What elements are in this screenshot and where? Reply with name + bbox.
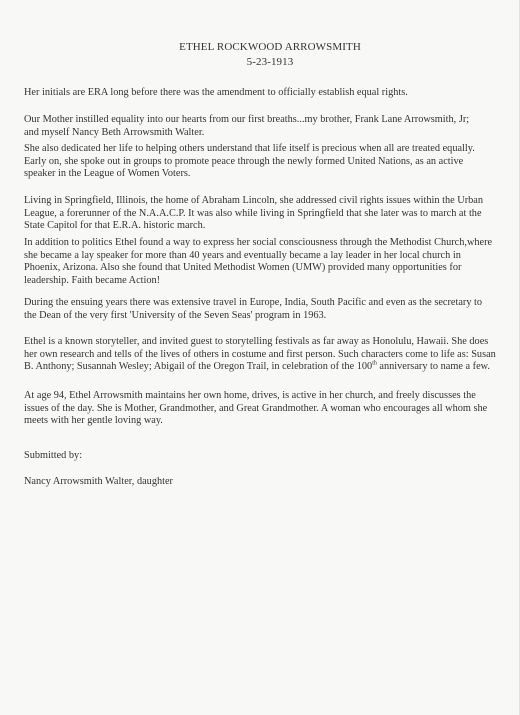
paragraph-mother-equality: Our Mother instilled equality into our hearts from our first breaths...my brother, Frank Lane Arrowsmith, Jr; and myself Nancy Beth Arrowsmith Walter. [24,114,470,138]
paragraph-age-94: At age 94, Ethel Arrowsmith maintains her own home, drives, is active in her church, and freely discusses the issues of the day. She is Mother, Grandmother, and Great Grandmother. A woman who encourages all whom she meets with her gentle loving way. [24,390,488,427]
paragraph-methodist: In addition to politics Ethel found a way to express her social consciousness through the Methodist Church,where she became a lay speaker for more than 40 years and eventually became a lay leader in her local church in Phoenix, Arizona. Also she found that United Methodist Women (UMW) provided many opportunities for leadership. Faith became Action! [24,237,493,286]
document-header [0,40,520,70]
paragraph-dedication: She also dedicated her life to helping others understand that life itself is precious when all are treated equally. Early on, she spoke out in groups to promote peace through the newly formed United Nations, as an active speaker in the League of Women Voters. [24,143,475,180]
paragraph-springfield: Living in Springfield, Illinois, the home of Abraham Lincoln, she addressed civil rights issues within the Urban League, a forerunner of the N.A.A.C.P. It was also while living in Springfield that she later was to march at the State Capitol for that E.R.A. historic march. [24,195,483,232]
paragraph-travel: During the ensuing years there was extensive travel in Europe, India, South Pacific and even as the secretary to the Dean of the very first 'University of the Seven Seas' program in 1963. [24,297,483,321]
paragraph-initials: Her initials are ERA long before there was the amendment to officially establish equal rights. [24,87,408,98]
paragraph-storyteller: Ethel is a known storyteller, and invited guest to storytelling festivals as far away as Honolulu, Hawaii. She does her own research and tells of the lives of others in costume and first person. Such characters come to life as: Susan B. Anthony; Susannah Wesley; Abigail of the Oregon Trail, in celebration of the 100th anniversary to name a few. [24,336,496,373]
document-title: ETHEL ROCKWOOD ARROWSMITH [179,41,361,53]
birth-date: 5-23-1913 [246,56,294,68]
submitted-label: Submitted by: [24,450,83,461]
submitted-name: Nancy Arrowsmith Walter, daughter [24,476,173,487]
